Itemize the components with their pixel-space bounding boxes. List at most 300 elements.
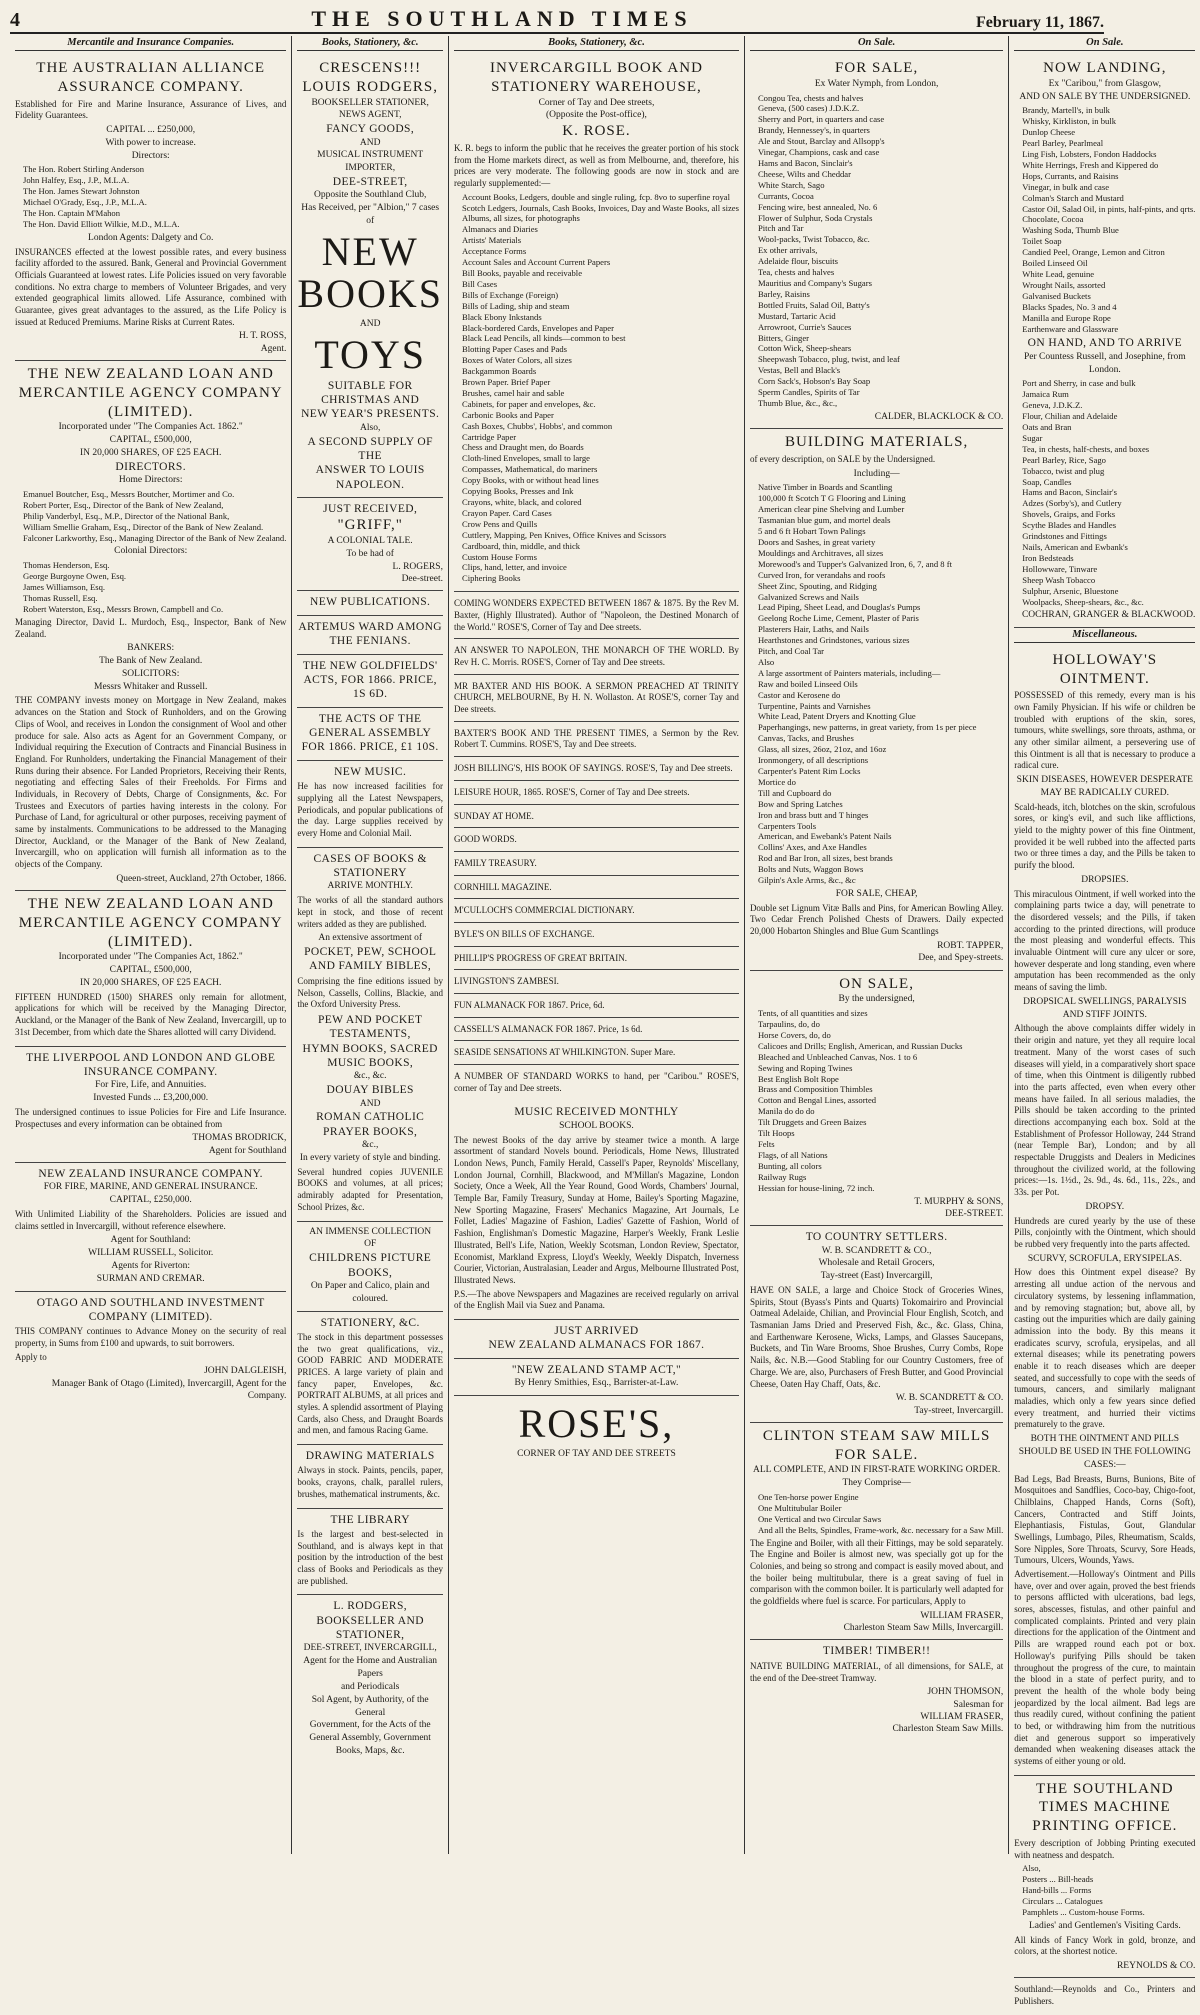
list-item: Bills of Lading, ship and steam [461,300,570,311]
list-item: 5 and 6 ft Hobart Town Palings [757,526,866,537]
ad-title: OTAGO AND SOUTHLAND INVESTMENT COMPANY (LIMITED). [36,1296,265,1323]
list-item: Cheese, Wilts and Cheddar [757,168,851,179]
small-book-ad: M'CULLOCH'S COMMERCIAL DICTIONARY. [454,901,739,923]
ad-body: THE COMPANY invests money on Mortgage in New Zealand, makes advances on the Station and Stock of Runholders, and on the Growing Clips of Wool, and receives in London the consignment of Wool and other produce for sale. Also acts as Agent for an Government Company, or Individual requiring the Execution of Contracts and Financial Business in England. For Runholders, undertaking the Financial Management of their Runs during their absence. For Landed Proprietors, Receiving their Rents, negotiating and effecting Sales of their Freeholds. For Firms and Individuals, in Recovery of Debts, Charge of Consignments, &c. For Trustees and Executors of parties having interests in the colony. For Purchase of Land, for agricultural or other purposes, receiving payment of same by instalments. Communications to be addressed to the Managing Director, Auckland, or the Manager of the Bank of New Zealand, Invercargill, who on application will furnish all information as to the objects of the Company. [15,695,287,870]
catholic-prayer-books: ROMAN CATHOLIC PRAYER BOOKS, [316,1111,425,1138]
also-line: Also, [360,422,381,433]
drawing-title: DRAWING MATERIALS [305,1450,435,1463]
list-item: Almanacs and Diaries [461,224,538,235]
list-item: Also [757,656,775,667]
list-item: Robert Porter, Esq., Director of the Bank of New Zealand, [23,499,224,510]
timber-title: TIMBER! TIMBER!! [822,1645,931,1658]
small-book-ad: A NUMBER OF STANDARD WORKS to hand, per "Caribou." ROSE'S, corner of Tay and Dee streets. [453,1071,739,1093]
list-item: Galvanized Screws and Nails [757,591,859,602]
agents-riverton-name: SURMAN AND CREMAR. [96,1273,205,1284]
list-item: Bolts and Nuts, Waggon Bows [757,864,864,875]
holloway-heading-3: DROPSICAL SWELLINGS, PARALYSIS AND STIFF JOINTS. [1023,996,1187,1020]
list-item: Scotch Ledgers, Journals, Cash Books, Invoices, Day and Waste Books, all sizes [461,202,739,213]
list-item: Bill Books, payable and receivable [461,267,583,278]
list-item: Custom House Forms [461,551,537,562]
list-item: Native Timber in Boards and Scantling [757,482,893,493]
list-item: Doors and Sashes, in great variety [757,536,876,547]
including-line: Including— [853,468,900,479]
list-item: Morewood's and Tupper's Galvanized Iron, 6, 7, and 8 ft [757,558,952,569]
nz-loan-agency-ad [15,361,286,891]
small-book-ad: LIVINGSTON'S ZAMBESI. [454,972,739,994]
list-item: Thomas Henderson, Esq. [23,560,110,571]
building-title: BUILDING MATERIALS, [785,434,969,451]
list-item: Philip Vanderbyl, Esq., M.P., Director of the National Bank, [23,510,230,521]
received-albion: Has Received, per "Albion," 7 cases of [301,203,440,226]
ad-title: THE AUSTRALIAN ALLIANCE ASSURANCE COMPANY. [36,60,266,95]
directors-heading: Directors: [131,150,170,161]
hymn-books-heading: HYMN BOOKS, SACRED MUSIC BOOKS, [302,1042,438,1069]
goldfields-acts-ad [297,655,443,708]
general-assembly-acts: THE ACTS OF THE GENERAL ASSEMBLY FOR 1866. PRICE, £1 10S. [301,712,439,754]
shares-line: IN 20,000 SHARES, OF £25 EACH. [79,977,222,988]
signature-name-2: WILLIAM FRASER, [920,1711,1004,1722]
signature-role: Agent for Southland [208,1145,287,1156]
signature-name: WILLIAM FRASER, [920,1610,1004,1621]
list-item: Flags, of all Nations [757,1149,828,1160]
list-item: Thomas Russell, Esq. [23,593,98,603]
list-item: Cartridge Paper [461,431,517,442]
list-item: Hams and Bacon, Sinclair's [757,158,853,168]
list-item: Wool-packs, Twist Tobacco, &c. [757,234,870,245]
just-arrived: JUST ARRIVED [554,1324,639,1337]
list-item: Bleached and Unbleached Canvas, Nos. 1 to 6 [757,1051,918,1062]
list-item: Cloth-lined Envelopes, small to large [461,453,590,464]
list-item: Black Lead Pencils, all kinds—common to best [461,333,626,344]
etc-line: &c., &c. [353,1071,387,1082]
warehouse-title: INVERCARGILL BOOK AND STATIONERY WAREHOUSE, [489,60,703,95]
warehouse-stock-list [462,192,739,585]
column-header: Books, Stationery, &c. [297,36,443,51]
ad-subtitle: For Fire, Life, and Annuities. [95,1080,207,1091]
list-item: Sewing and Roping Twines [757,1062,853,1073]
list-item: Collins' Axes, and Axe Handles [757,842,867,853]
list-item: Copying Books, Presses and Ink [461,486,574,497]
calder-blacklock-ad [750,55,1003,429]
toys-headline: TOYS [314,331,427,377]
signature-name: REYNOLDS & CO. [1116,1961,1196,1972]
list-item: Hops, Currants, and Raisins [1022,170,1119,181]
colonial-directors-heading: Colonial Directors: [114,546,188,557]
signature-street: Charleston Steam Saw Mills. [892,1724,1004,1735]
small-book-ad: AN ANSWER TO NAPOLEON, THE MONARCH OF THE WORLD. By Rev H. C. Morris. ROSE'S, Corner of Tay and Dee streets. [454,641,739,674]
small-book-ad: BYLE'S ON BILLS OF EXCHANGE. [454,925,739,947]
warehouse-corner: Corner of Tay and Dee streets, [538,97,655,108]
list-item: Compasses, Mathematical, do mariners [461,464,598,475]
printing-items-list [1022,1863,1195,1918]
alliance-assurance-ad [15,55,286,361]
ad-body: With Unlimited Liability of the Shareholders. Policies are issued and claims settled in Invercargill, without reference elsewhere. [15,1208,287,1231]
and-line: AND [359,318,381,329]
list-item: Brandy, Hennessey's, in quarters [757,125,870,136]
list-item: Circulars ... Catalogues [1022,1896,1103,1907]
ad-intro: Established for Fire and Marine Insurance, Assurance of Lives, and Fidelity Guarantees. [15,98,287,121]
library-title: THE LIBRARY [330,1513,410,1526]
list-item: Soap, Candles [1022,476,1072,487]
list-item: Backgammon Boards [461,366,537,377]
ad-title: THE NEW ZEALAND LOAN AND MERCANTILE AGENCY COMPANY (LIMITED). [18,366,283,420]
miscellaneous-header: Miscellaneous. [1014,628,1195,643]
colophon [1014,1978,1195,2014]
new-books-headline: NEW BOOKS [297,228,443,316]
list-item: Brown Paper. Brief Paper [461,377,551,388]
small-book-ad: PHILLIP'S PROGRESS OF GREAT BRITAIN. [454,949,739,971]
crescens-heading: CRESCENS!!! [319,60,422,76]
small-book-ad: MR BAXTER AND HIS BOOK. A SERMON PREACHED AT TRINITY CHURCH, MELBOURNE, By H. N. Wollaston. At ROSE'S, corner Tay and Dee streets. [454,677,739,722]
list-item: Jamaica Rum [1022,389,1069,400]
list-item: Black-bordered Cards, Envelopes and Paper [461,322,614,333]
ad-title: NEW ZEALAND INSURANCE COMPANY. [38,1167,263,1180]
list-item: Ex other arrivals, [757,245,818,256]
list-item: Colman's Starch and Mustard [1022,192,1124,203]
ad-body: FIFTEEN HUNDRED (1500) SHARES only remain for allotment, applications for which will be received by the Managing Director, Auckland, or the Manager of the Bank of New Zealand, Invercargill, up to 31st December, from which date the Shares allotted will carry Dividend. [15,991,287,1037]
agent-line: Agent for Southland: [110,1235,191,1246]
small-book-ad: COMING WONDERS EXPECTED BETWEEN 1867 & 1875. By the Rev M. Baxter, (Highly Illustrated). Author of "Napoleon, the Destined Monarch of the World." ROSE'S, Corner of Tay and Dee streets. [454,594,739,639]
books-maps-line: Books, Maps, &c. [335,1745,405,1756]
home-directors-heading: Home Directors: [118,475,183,486]
list-item: Best English Bolt Rope [757,1073,839,1084]
list-item: American clear pine Shelving and Lumber [757,504,905,515]
government-line: Government, for the Acts of the [309,1720,431,1731]
list-item: Sheep Wash Tobacco [1022,574,1096,585]
undersigned-line: By the undersigned, [838,994,915,1005]
list-item: Carpenter's Patent Rim Locks [757,766,861,776]
rodgers-street: DEE-STREET, INVERCARGILL, [303,1643,437,1654]
list-item: 100,000 ft Scotch T G Flooring and Lining [757,493,906,504]
list-item: Sulphur, Arsenic, Bluestone [1022,585,1119,596]
column-4 [745,36,1009,1854]
bankers: The Bank of New Zealand. [99,656,203,666]
timber-ad [750,1640,1003,1740]
paper-calico: On Paper and Calico, plain and coloured. [310,1280,430,1304]
list-item: Congou Tea, chests and halves [757,92,864,103]
and-line: AND [359,1098,381,1109]
list-item: Pamphlets ... Custom-house Forms. [1022,1906,1145,1917]
stationery-ad [297,1312,443,1446]
list-item: Sheet Zinc, Spouting, and Ridging [757,580,877,591]
shares-line: IN 20,000 SHARES, OF £25 EACH. [79,447,222,458]
list-item: Ling Fish, Lobsters, Fondon Haddocks [1022,149,1157,159]
column-header: On Sale. [1014,36,1195,51]
new-publications-ad [297,591,443,615]
to-be-had: To be had of [346,548,394,559]
opposite-club: Opposite the Southland Club, [313,190,427,201]
signature-street: Charleston Steam Saw Mills, Invercargill. [843,1623,1004,1634]
list-item: Cabinets, for paper and envelopes, &c. [461,398,596,409]
list-item: The Hon. Robert Stirling Anderson [23,164,145,175]
list-item: Geneva, J.D.K.Z. [1022,400,1083,411]
list-item: Glass, all sizes, 26oz, 21oz, and 16oz [757,744,887,755]
list-item: Nails, American and Ewbank's [1022,542,1128,552]
roses-footer-ad [454,1396,739,1466]
assortment-line: An extensive assortment of [318,933,423,944]
list-item: Tilt Hoops [757,1128,795,1139]
nz-insurance-ad [15,1163,286,1292]
holloway-heading-1: SKIN DISEASES, HOWEVER DESPERATE MAY BE RADICALLY CURED. [1016,775,1193,798]
managing-director: Managing Director, David L. Murdoch, Esq., Inspector, Bank of New Zealand. [15,616,287,639]
list-item: Dunlop Cheese [1022,127,1076,138]
settlers-body: HAVE ON SALE, a large and Choice Stock of Groceries Wines, Spirits, Stout (Byass's Pints and Quarts) Tokomairiro and Provincial Oatmeal Adelaide, Chilian, and Provincial Flour English, Scotch, and Tasmanian Jams Dried and Preserved Fish, &c., &c. Glass, China, and Earthenware Kerosene, Wicks, Lamps, and Glasses Saucepans, Buckets, and Tin Ware Brooms, Shoe Brushes, Curry Combs, Rope Nails, &c. N.B.—Good Stabling for our Country Customers, free of Charge. We are, also, Purchasers of Fresh Butter, and Good Provincial Cheese, Oaten Hay Chaff, Oats, &c. [749,1285,1004,1389]
otago-southland-investment-ad [15,1292,286,1408]
column-2 [292,36,449,1854]
list-item: Geneva, (500 cases) J.D.K.Z. [757,103,860,114]
ad-body: INSURANCES effected at the lowest possible rates, and every business facility afforded to the assured. Bank, General and Provincial Government Officials Guaranteed at lowest rates. Life Policies issued on very favorable conditions. No extra charge to members of Volunteer Brigades, and very extended geographical limits allowed. Life Assurance, combined with Guarantee, gives great advantages to the assured, as the Life Policy is issued at Reduced Premiums. Marine Risks at Current Rates. [15,246,287,327]
new-year-presents: NEW YEAR'S PRESENTS. [301,408,440,421]
agent-name: WILLIAM RUSSELL, Solicitor. [88,1248,214,1259]
small-book-ad: GOOD WORDS. [454,830,739,852]
list-item: Ironmongery, of all descriptions [757,755,869,766]
and-line: AND [359,137,381,148]
list-item: Calicoes and Drills; English, American, and Russian Ducks [757,1040,963,1051]
list-item: Till and Cupboard do [757,787,832,798]
general-assembly-acts-ad [297,708,443,761]
holloway-heading-6: BOTH THE OINTMENT AND PILLS SHOULD BE USED IN THE FOLLOWING CASES:— [1018,1434,1191,1470]
list-item: Ale and Stout, Barclay and Allsopp's [757,136,885,147]
list-item: Bills of Exchange (Foreign) [461,289,559,300]
suitable-christmas: SUITABLE FOR CHRISTMAS AND [321,379,420,406]
list-item: Cotton Wick, Sheep-shears [757,343,852,354]
list-item: Pitch, and Coal Tar [757,646,825,657]
list-item: Sugar [1022,432,1043,443]
settlers-firm: W. B. SCANDRETT & CO., [821,1245,932,1256]
holloway-ointment-ad [1014,647,1195,1776]
griff-ad [297,498,443,591]
list-item: Candied Peel, Orange, Lemon and Citron [1022,247,1165,258]
settlers-trade: Wholesale and Retail Grocers, [818,1258,935,1269]
list-item: Currants, Cocoa [757,190,814,201]
column-5 [1009,36,1200,2007]
signature-street: DEE-STREET. [945,1208,1004,1219]
capital-line: CAPITAL ... £250,000, [106,124,196,135]
fancy-work: All kinds of Fancy Work in gold, bronze, and colors, at the shortest notice. [1014,1934,1196,1957]
almanacs-ad [454,1320,739,1359]
bibles-body: Comprising the fine editions issued by Nelson, Cassells, Collins, Blackie, and the Oxford University Press. [297,975,443,1010]
holloway-title: HOLLOWAY'S OINTMENT. [1052,651,1158,687]
list-item: Hams and Bacon, Sinclair's [1022,487,1117,498]
home-directors-list [23,489,286,544]
comprise-line: They Comprise— [842,1478,911,1489]
list-item: George Burgoyne Owen, Esq. [23,571,127,582]
list-item: Plasterers Hair, Laths, and Nails [757,624,869,635]
list-item: Earthenware and Glassware [1022,323,1119,334]
music-ps: P.S.—The above Newspapers and Magazines are received regularly on arrival of the English Mail via Suez and Panama. [453,1288,739,1311]
list-item: Galvanised Buckets [1022,290,1091,301]
list-item: Fencing wire, best annealed, No. 6 [757,201,878,212]
list-item: Turpentine, Paints and Varnishes [757,700,871,711]
countess-russell-line: Per Countess Russell, and Josephine, from London. [1023,351,1186,375]
immense-line: AN IMMENSE COLLECTION [309,1226,432,1237]
list-item: Sherry and Port, in quarters and case [757,114,885,125]
list-item: Hand-bills ... Forms [1022,1885,1092,1896]
london-agents: London Agents: Dalgety and Co. [88,232,214,243]
clinton-title: CLINTON STEAM SAW MILLS FOR SALE. [762,1427,991,1463]
list-item: Carbonic Books and Paper [461,409,554,420]
water-nymph-line: Ex Water Nymph, from London, [814,78,939,89]
testaments-heading: PEW AND POCKET TESTAMENTS, [317,1013,423,1041]
holloway-heading-5: SCURVY, SCROFULA, ERYSIPELAS. [1027,1253,1182,1264]
newspaper-title: THE SOUTHLAND TIMES [311,6,693,31]
holloway-body-6: Bad Legs, Bad Breasts, Burns, Bunions, Bite of Mosquitoes and Sandflies, Coco-bay, Chigo-foot, Chilblains, Chapped Hands, Corns (Soft), Cancers, Contracted and Stiff Joints, Elephantiasis, Fistulas, Gout, Glandular Swellings, Lumbago, Piles, Rheumatism, Scalds, Sore Nipples, Sore Throats, Scurvy, Sore Heads, Tumours, Ulcers, Wounds, Yaws. [1014,1473,1196,1566]
list-item: John Halfey, Esq., J.P., M.L.A. [23,175,130,186]
children-books-title: CHILDRENS PICTURE BOOKS, [309,1252,432,1279]
signature-name: ROBT. TAPPER, [937,940,1004,951]
rodgers-name: LOUIS RODGERS, [302,78,439,95]
list-item: Carpenters Tools [757,820,817,831]
colonial-directors-list [23,560,286,615]
signature-role: Agent. [260,343,287,354]
list-item: Curved Iron, for verandahs and roofs [757,569,886,580]
list-item: Falconer Larkworthy, Esq., Managing Director of the Bank of New Zealand. [23,532,287,543]
list-item: Vestas, Bell and Black's [757,365,841,376]
country-settlers-ad [750,1226,1003,1423]
warehouse-proprietor: K. ROSE. [562,123,631,140]
list-item: White Lead, Patent Dryers and Knotting Glue [757,711,916,722]
holloway-body-5: How does this Ointment expel disease? By arresting all undue action of the nervous and circulatory systems, by lessening inflammation, and by removing stagnation; but, above all, by casting out the impurities which are daily gaining admission into the body. By this means it eradicates scurvy, scrofula, erysipelas, and all external diseases; while its penetrating powers enable it to reach diseases which are deeper seated, and successfully to cope with the seeds of tumours, cancers, and similarly malignant maladies, which only a few years since defied every treatment, and hurried their victims prematurely to the grave. [1014,1267,1196,1430]
artemus-ward: ARTEMUS WARD AMONG THE FENIANS. [298,620,443,648]
school-books: SCHOOL BOOKS. [559,1120,634,1131]
caribou-line: Ex "Caribou," from Glasgow, [1048,78,1162,89]
douay-bibles: DOUAY BIBLES [326,1084,414,1097]
list-item: Flour, Chilian and Adelaide [1022,411,1118,422]
roses-corner: CORNER OF TAY AND DEE STREETS [517,1448,676,1459]
list-item: Account Books, Ledgers, double and single ruling, fcp. 8vo to superfine royal [461,191,730,202]
printing-title: THE SOUTHLAND TIMES MACHINE PRINTING OFFICE. [1032,1780,1178,1835]
holloway-body-7: Advertisement.—Holloway's Ointment and Pills have, over and over again, proved the best friends to persons afflicted with ulcerations, bad legs, sores, abscesses, fistulas, and other painful and complicated complaints. Printed and very plain directions for the application of the Ointment and Pills are wrapped round each pot or box. Holloway's purifying Pills should be taken throughout the progress of the cure, to maintain the blood in a state of perfect purity, and to prevent the health of the whole body being jeopardized by the local ailment. Bad legs are thus readily cured, without confining the patient to bed, or withdrawing him from the nutritious diet and generous support so imperatively demanded when weakening diseases attack the systems of either young or old. [1014,1569,1196,1767]
printing-body: Every description of Jobbing Printing executed with neatness and despatch. [1014,1837,1196,1860]
rodgers-name: L. RODGERS, [333,1600,408,1613]
list-item: Chocolate, Cocoa [1022,214,1084,225]
column-header: Books, Stationery, &c. [454,36,739,51]
list-item: White Herrings, Fresh and Kippered do [1022,159,1159,170]
assembly-line: General Assembly, Government [309,1733,431,1744]
list-item: Tea, chests and halves [757,267,835,278]
small-book-ad: LEISURE HOUR, 1865. ROSE'S, Corner of Tay and Dee streets. [454,783,739,805]
list-item: Railway Rugs [757,1171,807,1182]
list-item: Woolpacks, Sheep-shears, &c., &c. [1022,596,1144,607]
list-item: Castor Oil, Salad Oil, in pints, half-pints, and qrts. [1022,203,1196,214]
list-item: Cash Boxes, Chubbs', Hobbs', and common [461,420,613,431]
list-item: The Hon. David Elliott Wilkie, M.D., M.L.A. [23,218,180,229]
murphy-on-sale-ad [750,971,1003,1227]
list-item: Barley, Raisins [757,288,810,299]
list-item: Bottled Fruits, Salad Oil, Batty's [757,299,870,310]
on-hand-stock-list [1022,378,1195,607]
music-title: MUSIC RECEIVED MONTHLY [514,1106,679,1119]
list-item: Tents, of all quantities and sizes [757,1008,868,1019]
signature-role: Manager Bank of Otago (Limited), Invercargill, Agent for the Company. [51,1378,287,1402]
capital-line: CAPITAL, £250,000. [109,1195,192,1206]
list-item: Tobacco, twist and plug [1022,465,1105,476]
list-item: One Ten-horse power Engine [757,1492,859,1502]
list-item: Arrowroot, Currie's Sauces [757,321,852,332]
holloway-body-2: This miraculous Ointment, if well worked into the complaining parts twice a day, will penetrate to the disordered vessels; and the Pills, if taken according to the printed directions, will produce the most pleasing and wonderful effects. This invaluable Ointment will cure any ulcer or sore, however desperate and long standing, even where amputation has been recommended as the only means of saving the limb. [1014,888,1196,993]
list-item: The Hon. Captain M'Mahon [23,207,121,218]
list-item: Also, [1022,1863,1041,1874]
solicitors-heading: SOLICITORS: [122,668,180,679]
signature-name: COCHRAN, GRANGER & BLACKWOOD. [1021,610,1196,621]
list-item: Cuttlery, Mapping, Pen Knives, Office Knives and Scissors [461,529,667,540]
issue-date: February 11, 1867. [976,14,1104,31]
styles-line: In every variety of style and binding. [299,1152,441,1163]
list-item: Brushes, camel hair and sable [461,387,565,398]
new-publications: NEW PUBLICATIONS. [310,596,431,609]
signature-street: Dee, and Spey-streets. [918,953,1004,964]
list-item: Tarpaulins, do, do [757,1019,820,1029]
for-sale-cheap-body: Double set Lignum Vitæ Balls and Pins, for American Bowling Alley. Two Cedar French Polished Chests of Drawers. Daily expected 20,000 Hobarton Shingles and Blue Gum Scantlings [749,902,1004,937]
roses-name: ROSE'S, [518,1400,675,1446]
artemus-ward-ad [297,616,443,655]
small-book-ad: FUN ALMANACK FOR 1867. Price, 6d. [454,996,739,1018]
holloway-body-3: Although the above complaints differ widely in their origin and nature, yet they all require local treatment. Many of the worst cases of such diseases will yield, in a comparatively short space of time, when this Ointment is diligently rubbed into the parts affected, even when every other means have failed. In all serious maladies, the Pills should be taken according to the printed directions accompanying each box. Sold at the Establishment of Professor Holloway, 244 Strand (near Temple Bar), London; and by all respectable Druggists and Dealers in Medicines throughout the civilized world, at the following prices:—1s. 1½d., 2s. 9d., 4s. 6d., 11s., 22s., and 33s. per Pot. [1014,1023,1196,1198]
list-item: Tilt Druggets and Green Baizes [757,1117,867,1128]
signature-name: T. MURPHY & SONS, [914,1196,1004,1207]
page-number: 4 [10,9,20,31]
list-item: James Williamson, Esq. [23,582,106,593]
clinton-order: ALL COMPLETE, AND IN FIRST-RATE WORKING ORDER. [753,1465,1001,1476]
list-item: Brass and Composition Thimbles [757,1084,873,1095]
stationery-title: STATIONERY, &C. [320,1316,420,1329]
ad-title: THE LIVERPOOL AND LONDON AND GLOBE INSURANCE COMPANY. [26,1051,276,1078]
clinton-items-list [758,1492,1003,1536]
signature-name: JOHN DALGLEISH, [204,1366,287,1377]
music-importer: MUSICAL INSTRUMENT IMPORTER, [317,150,424,174]
for-sale-cheap: FOR SALE, CHEAP, [835,888,918,899]
liverpool-london-globe-ad [15,1047,286,1163]
murphy-stock-list [758,1008,1003,1193]
list-item: Vinegar, Champions, cask and case [757,147,880,158]
warehouse-opposite: (Opposite the Post-office), [546,110,647,121]
on-hand-heading: ON HAND, AND TO ARRIVE [1027,337,1183,350]
list-item: Canvas, Tacks, and Brushes [757,733,854,744]
incorporated-line: Incorporated under "The Companies Act. 1862." [58,422,243,433]
signature-street: Tay-street, Invercargill. [914,1405,1004,1416]
list-item: William Smellie Graham, Esq., Director of the Bank of New Zealand. [23,521,264,532]
list-item: Iron and brass butt and T hinges [757,809,869,820]
list-item: Pitch and Tar [757,223,804,234]
colonial-tale: A COLONIAL TALE. [327,536,413,547]
list-item: Acceptance Forms [461,246,527,257]
apply-line: Apply to [15,1351,47,1362]
directors-list [23,164,286,229]
list-item: Rod and Bar Iron, all sizes, best brands [757,853,893,864]
list-item: Washing Soda, Thumb Blue [1022,225,1119,236]
column-header: On Sale. [750,36,1003,51]
capital-line: CAPITAL, £500,000, [109,435,192,446]
list-item: Bow and Spring Latches [757,798,843,809]
juvenile-books: Several hundred copies JUVENILE BOOKS and volumes, at all prices; admirably adapted for Presentation, School Prizes, &c. [297,1166,443,1212]
agents-riverton-line: Agents for Riverton: [111,1260,191,1271]
list-item: White Lead, genuine [1022,268,1095,279]
list-item: Tasmanian blue gum, and mortel deals [757,515,891,526]
rodgers-footer-ad [297,1595,443,1762]
list-item: Crow Pens and Quills [461,518,538,529]
signature-name: H. T. ROSS, [238,331,287,342]
children-picture-books-ad [297,1222,443,1312]
list-item: American, and Ewebank's Patent Nails [757,831,892,842]
stamp-act-ad [454,1359,739,1396]
list-item: Boxes of Water Colors, all sizes [461,355,572,366]
list-item: Grindstones and Fittings [1022,531,1107,542]
columns [10,36,1196,2007]
small-book-ad: CORNHILL MAGAZINE. [454,878,739,900]
cases-title: CASES OF BOOKS & STATIONERY [313,852,427,879]
signature-name: THOMAS BRODRICK, [192,1133,287,1144]
small-book-ad: SUNDAY AT HOME. [454,807,739,829]
